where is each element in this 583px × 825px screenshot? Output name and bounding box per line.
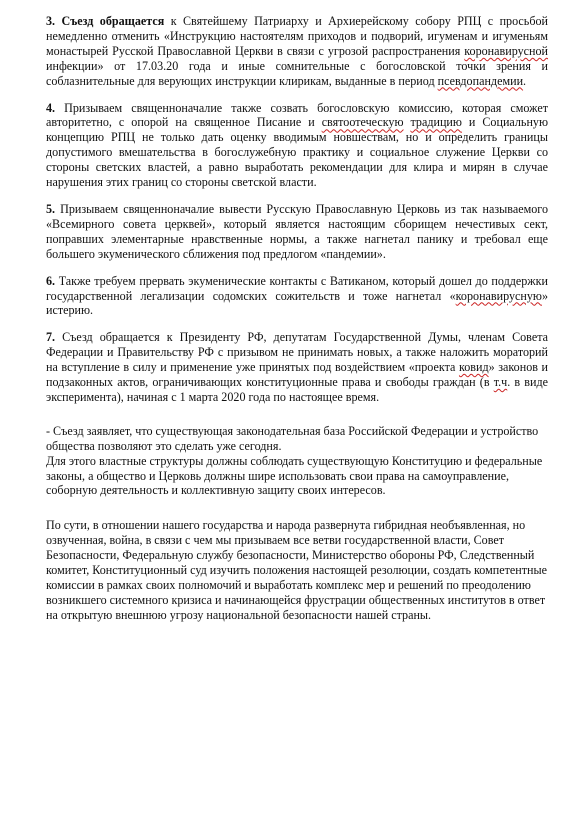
document-page [46,14,548,635]
paragraph-text: Съезд обращается к Президенту РФ, депутатам Государственной Думы, членам Совета Федерации и Правительству РФ с призывом не принимать новых, а также наложить мораторий на вступление в силу и применение уже принятых под воздействием «проекта [46,330,548,375]
paragraph-statement-continued: Для этого властные структуры должны соблюдать существующую Конституцию и федеральные законы, а общество и Церковь должны шире использовать свои права на самоуправление, соборную деятельность и коллективную защиту своих интересов. [46,453,543,498]
paragraph-statement: - Съезд заявляет, что существующая законодательная база Российской Федерации и устройство общества позволяют это сделать уже сегодня. [46,423,539,453]
paragraph-text: Призываем священноначалие также созвать богословскую комиссию, которая сможет авторитетно, с опорой на священное Писание и [46,100,548,130]
paragraph-7 [46,330,548,405]
spellcheck-word: святоотеческую [321,115,404,130]
spellcheck-word: ковид [458,360,489,375]
spellcheck-word: традицию [410,115,462,130]
paragraph-text: . [523,73,527,88]
paragraph-4 [46,101,548,190]
spellcheck-word: псевдопандемии [437,73,524,88]
paragraph-number: 7. [46,330,56,345]
spellcheck-word: коронавирусной [464,43,548,58]
paragraph-text: Также требуем прервать экуменические контакты с Ватиканом, который дошел до поддержки государственной легализации содомских сожительств и тоже нагнетал « [46,273,548,303]
paragraph-text: » законов и подзаконных актов, ограничивающих конституционные права и свободы граждан (в [46,360,549,390]
paragraph-5 [46,202,548,262]
paragraph-number: 4. [46,100,56,115]
paragraph-text: Призываем священноначалие вывести Русскую Православную Церковь из так называемого «Всемирного совета церквей», который является настоящим сборищем нечестивых сект, поправших элементарные нравственные нормы, а также нагнетал панику и требовал еще большего экуменического сближения под предлогом «пандемии». [46,201,548,261]
paragraph-6 [46,274,548,319]
paragraph-text: к Святейшему Патриарху и Архиерейскому собору РПЦ с просьбой немедленно отменить «Инструкцию настоятелям приходов и подворий, игуменам и игуменьям монастырей Русской Православной Церкви в связи с угрозой распространения [46,14,548,58]
paragraph-text: и Социальную концепцию РПЦ не только дать оценку вводимым новшествам, но и определить границы допустимого вмешательства в богослужебную практику и социальное служение Церкви со стороны светских властей, а равно выработать рекомендации для клира и мирян в случае нарушения этих границ со стороны светской власти. [46,115,549,190]
paragraph-number: 3. [46,14,56,28]
paragraph-conclusion: По сути, в отношении нашего государства и народа развернута гибридная необъявленная, но озвученная, война, в связи с чем мы призываем все ветви государственной власти, Совет Безопасности, Федеральную службу безопасности, Министерство обороны РФ, Следственный комитет, Конституционный суд изучить положения настоящей резолюции, создать компетентные комиссии в рамках своих полномочий и выработать комплекс мер и решений по преодолению возникшего системного кризиса и начинающейся фрустрации общественных институтов в ответ на открытую внешнюю угрозу национальной безопасности нашей страны. [46,518,547,622]
paragraph-lead: Съезд обращается [61,14,165,28]
spellcheck-word: коронавирусную [455,288,542,303]
paragraph-text: » истерию. [46,288,548,318]
paragraph-text: инфекции» от 17.03.20 года и иные сомнительные с богословской точки зрения и соблазнительные для верующих инструкции клирикам, выданные в период [46,58,548,88]
paragraph-number: 5. [46,201,56,216]
paragraph-number: 6. [46,273,56,288]
paragraph-text: . в виде эксперимента), начиная с 1 марта 2020 года по настоящее время. [46,375,548,404]
spellcheck-word: т.ч [493,375,508,390]
paragraph-3 [46,14,548,89]
